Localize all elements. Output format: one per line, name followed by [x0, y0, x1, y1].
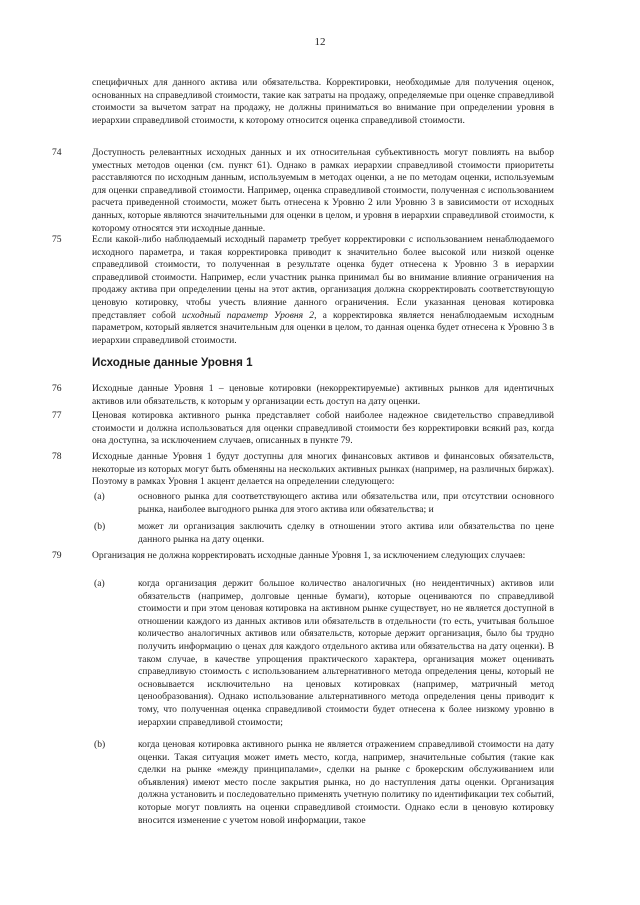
- item-79-a-label: (a): [94, 578, 105, 589]
- paragraph-continuation: специфичных для данного актива или обязательства. Корректировки, необходимые для получения оценок, основанных на справедливой стоимости, такие как затраты на продажу, определяемые при оценке справедливой стоимости за вычетом затрат на продажу, не должны приниматься во внимание при определении уровня в иерархии справедливой стоимости, к которому относится оценка справедливой стоимости.: [92, 77, 554, 126]
- item-79-b-label: (b): [94, 739, 106, 750]
- paragraph-79: Организация не должна корректировать исходные данные Уровня 1, за исключением следующих случаев:: [92, 550, 526, 561]
- paragraph-74: Доступность релевантных исходных данных и их относительная субъективность могут повлиять на выбор уместных методов оценки (см. пункт 61). Однако в рамках иерархии справедливой стоимости приоритеты расставляются по исходным данным, используемым в методах оценки, а не по методам оценки, используемым для оценки справедливой стоимости. Например, оценка справедливой стоимости, полученная с использованием расчета приведенной стоимости, может быть отнесена к Уровню 2 или Уровню 3 в зависимости от исходных данных, которые являются значительными для оценки в целом, и уровня в иерархии справедливой стоимости, к которому относятся эти исходные данные.: [92, 147, 554, 234]
- paragraph-77: Ценовая котировка активного рынка представляет собой наиболее надежное свидетельство справедливой стоимости и должна использоваться для оценки справедливой стоимости без корректировки всякий раз, когда она доступна, за исключением случаев, описанных в пункте 79.: [92, 410, 554, 447]
- paragraph-number-74: 74: [52, 147, 62, 158]
- paragraph-78: Исходные данные Уровня 1 будут доступны для многих финансовых активов и финансовых обязательств, некоторые из которых могут быть обменяны на нескольких активных рынках (например, на различных биржах). Поэтому в рамках Уровня 1 акцент делается на определении следующего:: [92, 451, 554, 488]
- item-79-b: когда ценовая котировка активного рынка не является отражением справедливой стоимости на дату оценки. Такая ситуация может иметь место, когда, например, значительные события (такие как сделки на рынке «между принципалами», сделки на рынке с брокерским обслуживанием или объявления) имеют место после закрытия рынка, но до наступления даты оценки. Организация должна установить и последовательно применять учетную политику по идентификации тех событий, которые могут повлиять на оценки справедливой стоимости. Однако если в ценовую котировку вносится изменение с учетом новой информации, такое: [138, 739, 554, 826]
- page-number: 12: [314, 36, 326, 48]
- item-78-b: может ли организация заключить сделку в отношении этого актива или обязательства по цене данного рынка на дату оценки.: [138, 521, 554, 545]
- item-78-a-label: (a): [94, 491, 105, 502]
- item-78-a: основного рынка для соответствующего актива или обязательства или, при отсутствии основного рынка, наиболее выгодного рынка для этого актива или обязательства; и: [138, 491, 554, 515]
- paragraph-number-76: 76: [52, 383, 62, 394]
- paragraph-75-text-b: , а корректировка является ненаблюдаемым исходным параметром, который является значительным для оценки в целом, то данная оценка будет отнесена к Уровню 3 в иерархии справедливой стоимости.: [92, 309, 554, 346]
- section-heading: Исходные данные Уровня 1: [92, 356, 253, 369]
- item-78-b-label: (b): [94, 521, 106, 532]
- paragraph-number-78: 78: [52, 451, 62, 462]
- paragraph-number-75: 75: [52, 234, 62, 245]
- paragraph-75-text-a: Если какой-либо наблюдаемый исходный параметр требует корректировки с использованием ненаблюдаемого исходного параметра, и такая корректировка приводит к значительно более высокой или низкой оценке справедливой стоимости, то полученная в результате оценка будет отнесена к Уровню 3 в иерархии справедливой стоимости. Например, если участник рынка принимал бы во внимание влияние ограничения на продажу актива при определении цены на этот актив, организация должна скорректировать соответствующую ценовую котировку, чтобы учесть влияние данного ограничения. Если указанная ценовая котировка представляет собой: [92, 234, 554, 321]
- paragraph-number-77: 77: [52, 410, 62, 421]
- paragraph-75-emphasis: исходный параметр Уровня 2: [182, 309, 315, 321]
- paragraph-75: [92, 234, 554, 347]
- paragraph-number-79: 79: [52, 550, 62, 561]
- paragraph-76: Исходные данные Уровня 1 – ценовые котировки (некорректируемые) активных рынков для идентичных активов или обязательств, к которым у организации есть доступ на дату оценки.: [92, 383, 554, 407]
- item-79-a: когда организация держит большое количество аналогичных (но неидентичных) активов или обязательств (например, долговые ценные бумаги), которые оцениваются по справедливой стоимости и при этом ценовая котировка на активном рынке существует, но не является доступной в отношении каждого из данных активов или обязательств в отдельности (то есть, учитывая большое количество аналогичных активов или обязательств, которые держит организация, было бы трудно получить информацию о ценах для каждого отдельного актива или обязательства на дату оценки). В таком случае, в качестве упрощения практического характера, организация может оценивать справедливую стоимость с использованием альтернативного метода определения цены, который не основывается исключительно на ценовых котировках (например, матричный метод ценообразования). Однако использование альтернативного метода определения цены приводит к тому, что полученная оценка справедливой стоимости будет отнесена к более низкому уровню в иерархии справедливой стоимости;: [138, 578, 554, 728]
